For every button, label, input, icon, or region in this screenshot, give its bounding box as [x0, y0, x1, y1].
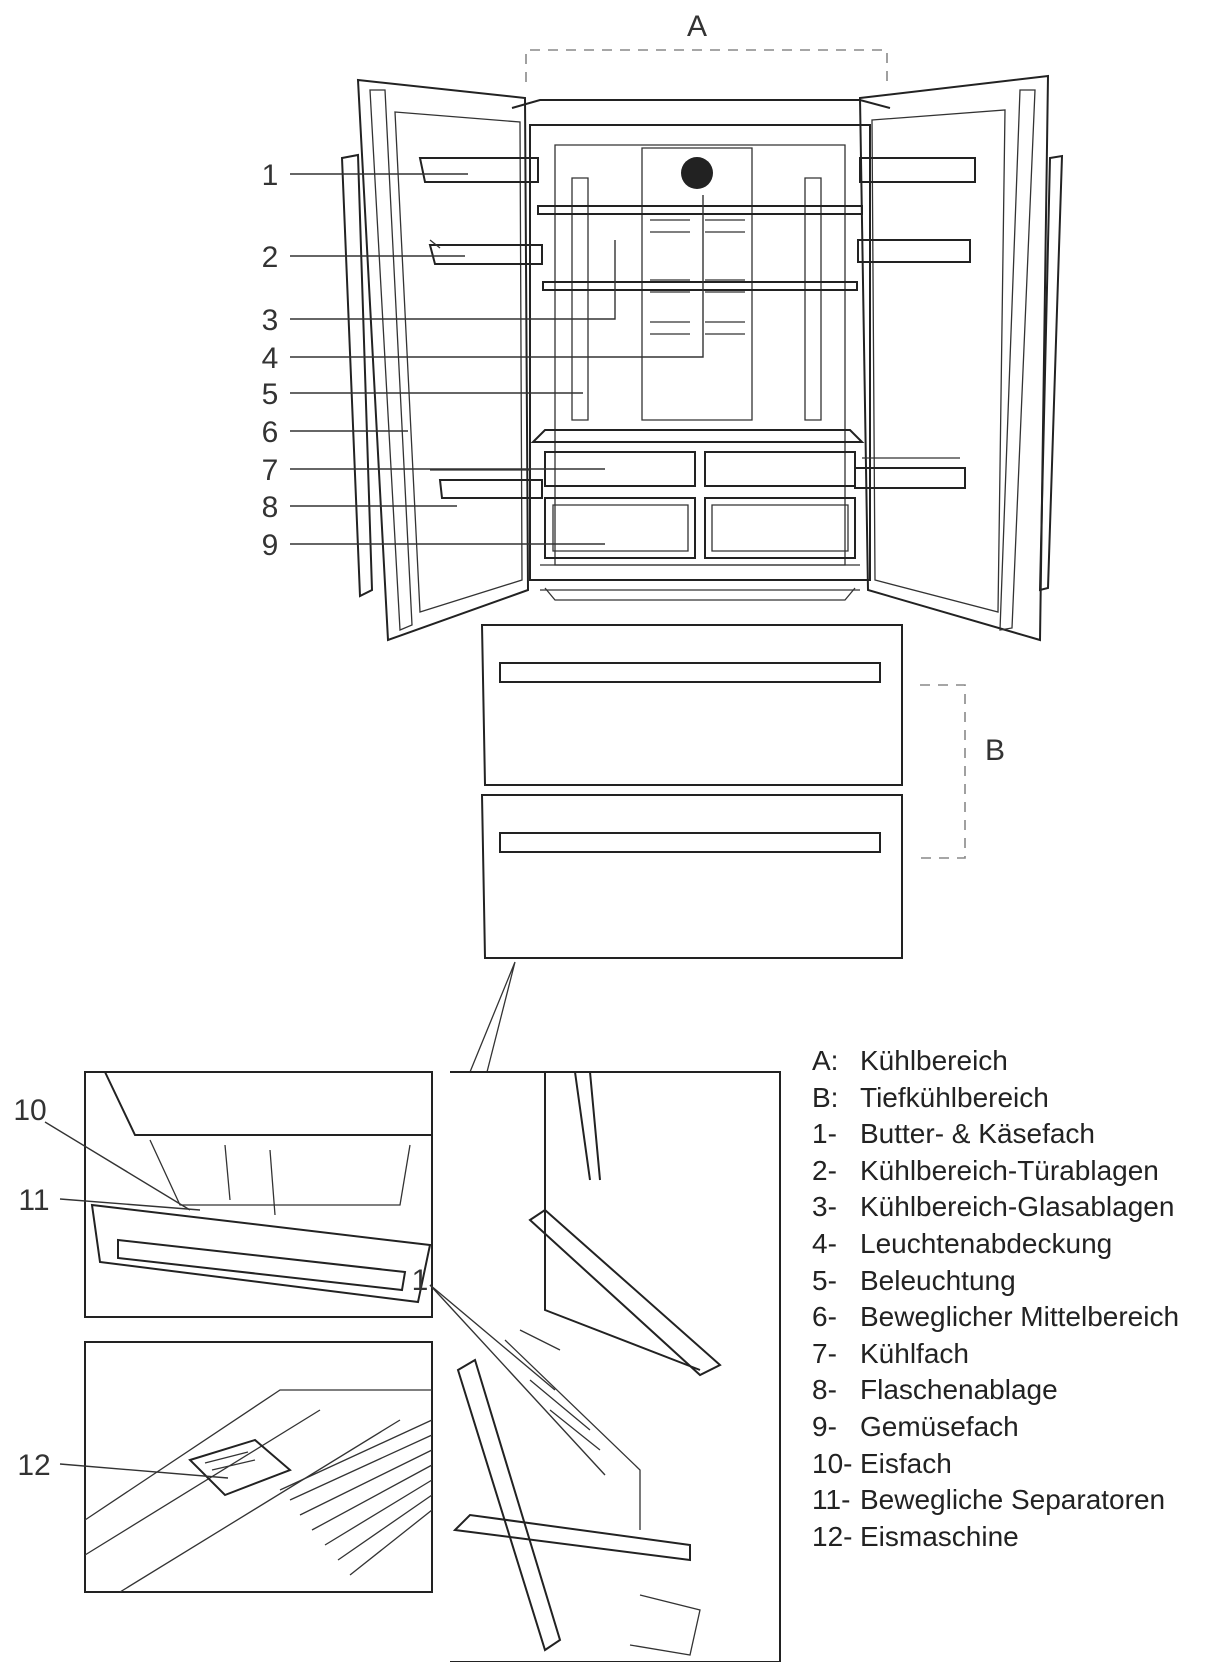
- chill-drawer-right: [705, 452, 855, 486]
- legend-row-7: [812, 1336, 1179, 1373]
- callout-4: 4: [261, 342, 279, 375]
- detail-open-drawer: [450, 1072, 780, 1662]
- freezer-handle-upper: [500, 663, 880, 682]
- legend-text: Beleuchtung: [860, 1264, 1016, 1296]
- legend-text: Leuchtenabdeckung: [860, 1227, 1113, 1259]
- callout-1: 1: [261, 159, 279, 192]
- zone-a-bracket: [526, 50, 887, 82]
- right-door: [855, 76, 1062, 640]
- glass-shelf-lower: [543, 282, 857, 290]
- legend-row-b: [812, 1080, 1179, 1117]
- light-cover: [681, 157, 713, 189]
- fridge-cabinet: [512, 100, 890, 600]
- callout-9: 9: [261, 529, 279, 562]
- callout-6: 6: [261, 416, 279, 449]
- callout-8: 8: [261, 491, 279, 524]
- legend-row-1: [812, 1116, 1179, 1153]
- callout-12: 12: [17, 1449, 51, 1482]
- legend-text: Kühlbereich: [860, 1045, 1008, 1076]
- legend-key: 2-: [812, 1154, 837, 1186]
- legend-row-9: [812, 1409, 1179, 1446]
- legend-row-11: [812, 1482, 1179, 1519]
- callout-1-detail: 1: [411, 1264, 429, 1297]
- legend-key: 11-: [812, 1484, 851, 1516]
- legend-text: Kühlbereich-Glasablagen: [860, 1191, 1175, 1223]
- legend-key: 3-: [812, 1191, 837, 1223]
- legend-row-5: [812, 1263, 1179, 1300]
- legend-key: 12-: [812, 1520, 853, 1552]
- legend-text: Flaschenablage: [860, 1374, 1058, 1406]
- veg-drawer-right: [705, 498, 855, 558]
- freezer-drawer-lower: [482, 795, 902, 958]
- legend-row-3: [812, 1189, 1179, 1226]
- legend-row-a: [812, 1043, 1179, 1080]
- legend-row-10: [812, 1446, 1179, 1483]
- legend-text: Eismaschine: [860, 1520, 1019, 1552]
- legend-key: 5-: [812, 1264, 837, 1296]
- legend-text: Gemüsefach: [860, 1410, 1019, 1442]
- legend-text: Kühlbereich-Türablagen: [860, 1154, 1159, 1186]
- legend-key: 9-: [812, 1410, 837, 1442]
- zone-b-bracket: [920, 685, 965, 858]
- legend-key: 7-: [812, 1337, 837, 1369]
- legend-text: Tiefkühlbereich: [860, 1081, 1049, 1113]
- legend-key: 10-: [812, 1447, 853, 1479]
- detail-ice-drawer: [85, 1072, 432, 1317]
- callout-5: 5: [261, 378, 279, 411]
- callout-2: 2: [261, 241, 279, 274]
- freezer-drawers: [482, 625, 902, 958]
- legend-text: Bewegliche Separatoren: [860, 1484, 1166, 1516]
- detail-ice-maker: [85, 1342, 432, 1592]
- legend-key: 4-: [812, 1227, 837, 1259]
- legend-key: 1-: [812, 1118, 837, 1150]
- legend-text: Beweglicher Mittelbereich: [860, 1301, 1180, 1333]
- callout-11: 11: [18, 1184, 50, 1217]
- glass-shelf-upper: [538, 206, 862, 214]
- ice-maker: [190, 1440, 290, 1495]
- legend-text: Eisfach: [860, 1447, 952, 1479]
- legend-row-4: [812, 1226, 1179, 1263]
- left-door: [342, 80, 542, 640]
- callout-10: 10: [13, 1094, 47, 1127]
- legend-row-8: [812, 1372, 1179, 1409]
- legend-row-6: [812, 1299, 1179, 1336]
- legend-text: Butter- & Käsefach: [860, 1118, 1096, 1150]
- legend: [812, 1043, 1179, 1555]
- zone-a-label: A: [686, 10, 708, 43]
- legend-row-12: [812, 1519, 1179, 1556]
- callout-7: 7: [261, 454, 279, 487]
- legend-text: Kühlfach: [860, 1337, 969, 1369]
- veg-drawer-left: [545, 498, 695, 558]
- legend-row-2: [812, 1153, 1179, 1190]
- callout-3: 3: [261, 304, 279, 337]
- legend-key: A:: [812, 1045, 839, 1076]
- freezer-handle-lower: [500, 833, 880, 852]
- legend-key: 8-: [812, 1374, 837, 1406]
- freezer-drawer-upper: [482, 625, 902, 785]
- zone-b-label: B: [985, 734, 1006, 767]
- legend-key: 6-: [812, 1301, 837, 1333]
- legend-key: B:: [812, 1081, 839, 1113]
